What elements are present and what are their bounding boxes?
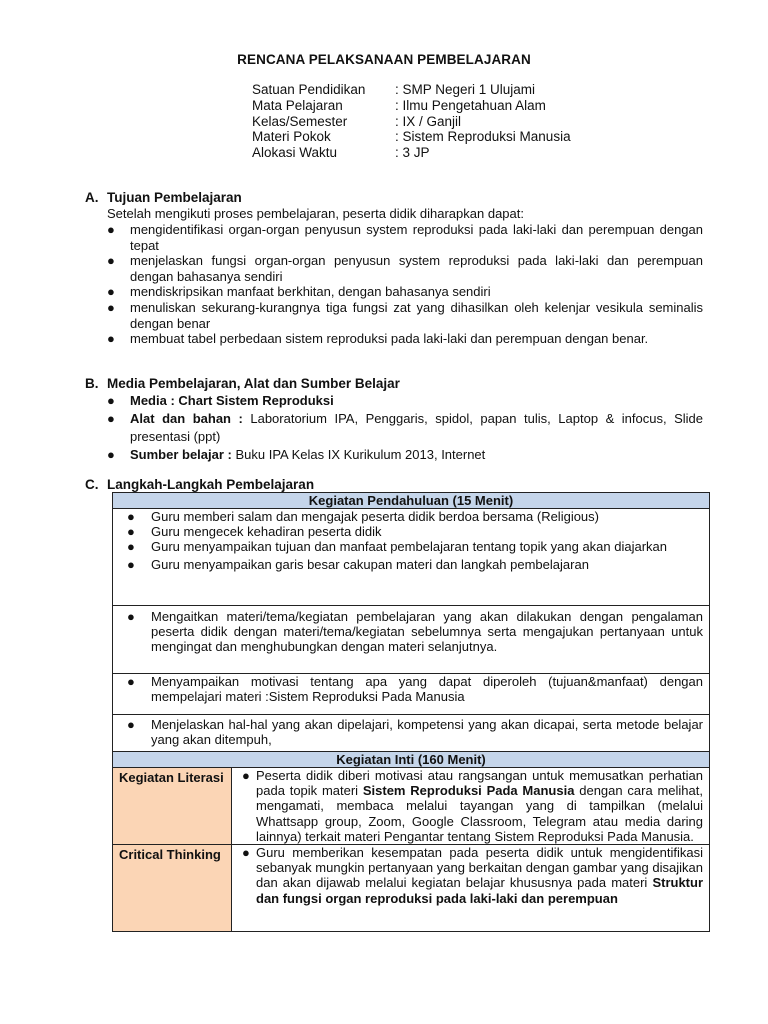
bullet-icon: ● [107, 411, 115, 426]
table-cell [113, 715, 710, 752]
table-cell [232, 845, 710, 932]
meta-value: : Ilmu Pengetahuan Alam [395, 97, 546, 113]
learning-steps-table [112, 492, 710, 932]
section-b [85, 376, 703, 464]
list-item: ● Media : Chart Sistem Reproduksi [107, 393, 334, 408]
meta-key: Mata Pelajaran [252, 97, 343, 113]
bullet-icon: ● [107, 222, 115, 237]
section-title: Langkah-Langkah Pembelajaran [107, 477, 315, 492]
meta-row [252, 82, 571, 98]
bullet-icon: ● [107, 253, 115, 269]
bullet-icon: ● [107, 447, 115, 462]
identity-block [252, 82, 571, 161]
list-item: ● Sumber belajar : Buku IPA Kelas IX Kurikulum 2013, Internet [107, 447, 486, 462]
meta-value: : 3 JP [395, 145, 430, 161]
bullet-icon: ● [127, 717, 135, 732]
section-a [85, 190, 703, 347]
list-item: ● Menjelaskan hal-hal yang akan dipelajari, kompetensi yang akan dicapai, serta metode belajar yang akan ditempuh, [127, 717, 703, 748]
list-item: ● Guru menyampaikan garis besar cakupan materi dan langkah pembelajaran [127, 556, 589, 572]
meta-row [252, 145, 571, 161]
list-item: ● Peserta didik diberi motivasi atau rangsangan untuk memusatkan perhatian pada topik materi Sistem Reproduksi Pada Manusia dengan cara melihat, mengamati, membaca melalui tayangan yang di tampilkan (melalui Whattsapp group, Zoom, Google Classroom, Telegram atau media daring lainnya) terkait materi Pengantar tentang Sistem Reproduksi Pada Manusia. [242, 768, 703, 844]
meta-value: : IX / Ganjil [395, 113, 462, 129]
list-item: ● menjelaskan fungsi organ-organ penyusun system reproduksi pada laki-laki dan perempuan dengan bahasanya sendiri [107, 253, 703, 284]
meta-row [252, 129, 571, 145]
table-header-pendahuluan: Kegiatan Pendahuluan (15 Menit) [113, 493, 710, 509]
section-heading [85, 376, 703, 392]
table-header-inti: Kegiatan Inti (160 Menit) [113, 752, 710, 768]
section-title: Tujuan Pembelajaran [107, 190, 242, 205]
bullet-icon: ● [107, 393, 115, 408]
section-c [85, 477, 703, 493]
list-item: ● Mengaitkan materi/tema/kegiatan pembelajaran yang akan dilakukan dengan pengalaman peserta didik dengan materi/tema/kegiatan sebelumnya serta mengajukan pertanyaan untuk mengingat dan menghubungkan dengan materi selanjutnya. [127, 609, 703, 655]
table-cell [113, 606, 710, 674]
section-letter: B. [85, 376, 99, 391]
list-item: ● Menyampaikan motivasi tentang apa yang dapat diperoleh (tujuan&manfaat) dengan mempelajari materi :Sistem Reproduksi Pada Manusia [127, 674, 703, 705]
media-list [85, 392, 703, 464]
section-letter: C. [85, 477, 99, 492]
meta-row [252, 114, 571, 130]
section-intro: Setelah mengikuti proses pembelajaran, peserta didik diharapkan dapat: [107, 206, 524, 221]
list-item: ● Guru memberikan kesempatan pada peserta didik untuk mengidentifikasi sebanyak mungkin pertanyaan yang berkaitan dengan gambar yang disajikan dan akan dijawab melalui kegiatan belajar khususnya pada materi Struktur dan fungsi organ reproduksi pada laki-laki dan perempuan [242, 845, 703, 906]
bullet-icon: ● [242, 768, 250, 783]
row-label-literasi: Kegiatan Literasi [113, 768, 232, 845]
list-item: ● Guru menyampaikan tujuan dan manfaat pembelajaran tentang topik yang akan diajarkan [127, 539, 668, 555]
bullet-icon: ● [242, 845, 250, 861]
bullet-icon: ● [107, 299, 115, 315]
bullet-icon: ● [127, 509, 135, 524]
bullet-icon: ● [127, 556, 135, 572]
row-label-critical-thinking: Critical Thinking [113, 845, 232, 932]
meta-value: : Sistem Reproduksi Manusia [395, 129, 571, 145]
bullet-icon: ● [127, 524, 135, 540]
table-cell [113, 509, 710, 606]
meta-row [252, 98, 571, 114]
section-letter: A. [85, 190, 99, 205]
table-cell [232, 768, 710, 845]
list-item: ● membuat tabel perbedaan sistem reproduksi pada laki-laki dan perempuan dengan benar. [107, 331, 649, 347]
section-title: Media Pembelajaran, Alat dan Sumber Belajar [107, 376, 400, 391]
list-item: ● Guru mengecek kehadiran peserta didik [127, 524, 382, 540]
meta-key: Materi Pokok [252, 129, 331, 145]
bullet-icon: ● [127, 674, 135, 689]
list-item: ● Guru memberi salam dan mengajak peserta didik berdoa bersama (Religious) [127, 509, 599, 524]
objectives-list [85, 222, 703, 347]
list-item: ● menuliskan sekurang-kurangnya tiga fungsi zat yang dihasilkan oleh kelenjar vesikula seminalis dengan benar [107, 299, 703, 331]
bullet-icon: ● [127, 609, 135, 624]
meta-key: Satuan Pendidikan [252, 82, 366, 97]
list-item: ● mengidentifikasi organ-organ penyusun system reproduksi pada laki-laki dan perempuan dengan tepat [107, 222, 703, 253]
bullet-icon: ● [127, 539, 135, 555]
bullet-icon: ● [107, 331, 115, 347]
list-item: ● mendiskripsikan manfaat berkhitan, dengan bahasanya sendiri [107, 284, 491, 300]
meta-key: Kelas/Semester [252, 113, 348, 129]
table-cell [113, 674, 710, 715]
bullet-icon: ● [107, 284, 115, 300]
meta-value: : SMP Negeri 1 Ulujami [395, 82, 536, 97]
meta-key: Alokasi Waktu [252, 145, 338, 161]
section-heading [85, 477, 703, 493]
section-heading [85, 190, 703, 206]
list-item: ● Alat dan bahan : Laboratorium IPA, Penggaris, spidol, papan tulis, Laptop & infocus, Slide presentasi (ppt) [107, 411, 703, 444]
document-title: RENCANA PELAKSANAAN PEMBELAJARAN [237, 52, 531, 67]
